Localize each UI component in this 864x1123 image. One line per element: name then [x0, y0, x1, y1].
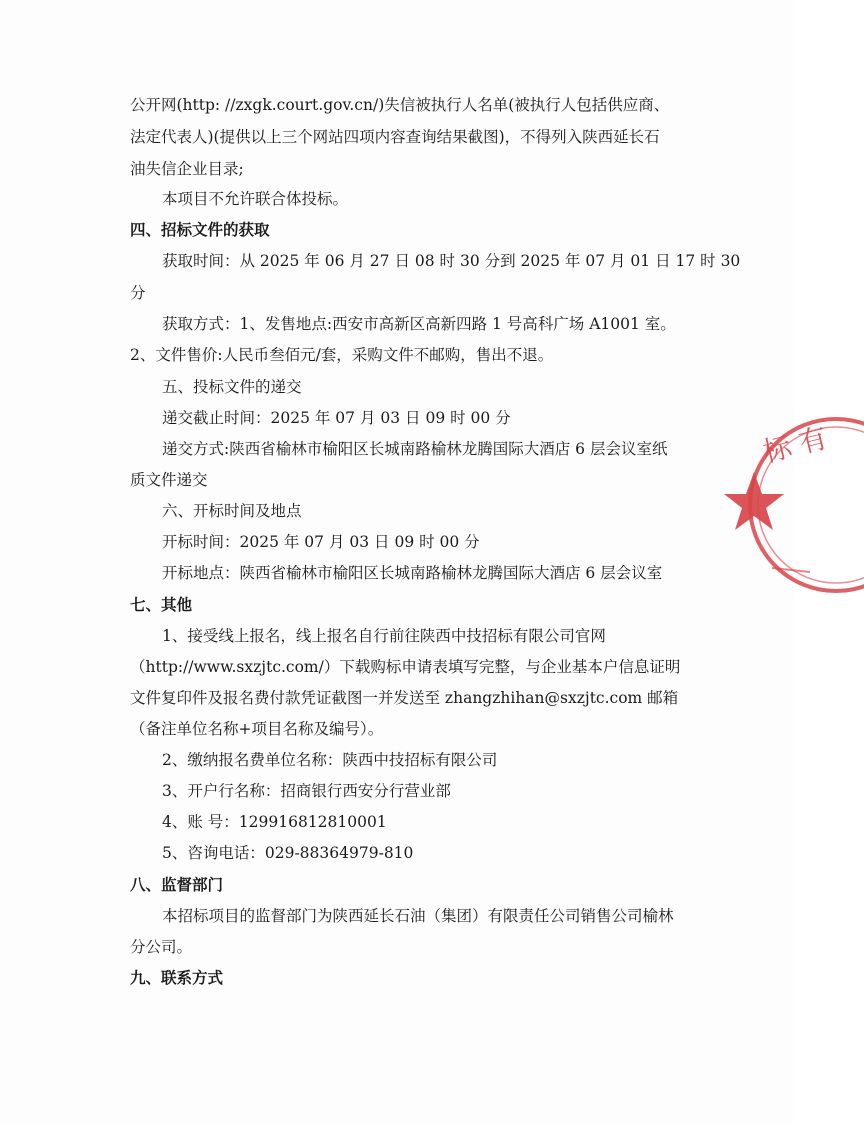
text-line-11: 递交截止时间：2025 年 07 月 03 日 09 时 00 分 [162, 409, 511, 427]
seal-star-icon [724, 472, 784, 530]
text-line-16: 开标地点：陕西省榆林市榆阳区长城南路榆林龙腾国际大酒店 6 层会议室 [162, 564, 663, 582]
text-line-9: 2、文件售价:人民币叁佰元/套，采购文件不邮购，售出不退。 [130, 346, 554, 364]
text-line-8: 获取方式：1、发售地点:西安市高新区高新四路 1 号高科广场 A1001 室。 [162, 315, 676, 333]
text-line-23: 3、开户行名称：招商银行西安分行营业部 [162, 782, 451, 800]
text-line-1: 公开网(http: //zxgk.court.gov.cn/)失信被执行人名单(被执行人包括供应商、 [130, 96, 670, 114]
text-line-12: 递交方式:陕西省榆林市榆阳区长城南路榆林龙腾国际大酒店 6 层会议室纸 [162, 440, 668, 458]
text-line-28: 分公司。 [130, 938, 193, 956]
text-line-13: 质文件递交 [130, 471, 208, 489]
text-line-20: 文件复印件及报名费付款凭证截图一并发送至 zhangzhihan@sxzjtc.com 邮箱 [130, 689, 679, 707]
text-line-19: （http://www.sxzjtc.com/）下载购标申请表填写完整，与企业基本户信息证明 [130, 658, 681, 676]
company-seal [724, 410, 864, 600]
text-line-25: 5、咨询电话：029-88364979-810 [162, 844, 414, 862]
text-line-18: 1、接受线上报名，线上报名自行前往陕西中技招标有限公司官网 [162, 627, 606, 645]
text-line-24: 4、账 号：129916812810001 [162, 813, 387, 831]
text-line-2: 法定代表人)(提供以上三个网站四项内容查询结果截图)，不得列入陕西延长石 [130, 128, 660, 146]
text-line-27: 本招标项目的监督部门为陕西延长石油（集团）有限责任公司销售公司榆林 [162, 907, 674, 925]
section-heading-4: 四、招标文件的获取 [130, 220, 270, 239]
section-heading-5: 五、投标文件的递交 [162, 378, 302, 396]
section-heading-7: 七、其他 [130, 595, 193, 614]
text-line-21: （备注单位名称+项目名称及编号）。 [130, 720, 384, 738]
section-heading-8: 八、监督部门 [130, 875, 224, 894]
section-heading-6: 六、开标时间及地点 [162, 502, 302, 520]
seal-text: 标 有 [759, 421, 831, 469]
text-line-7: 分 [130, 284, 146, 302]
section-heading-9: 九、联系方式 [130, 968, 224, 987]
text-line-3: 油失信企业目录; [130, 160, 244, 178]
text-line-22: 2、缴纳报名费单位名称：陕西中技招标有限公司 [162, 751, 498, 769]
text-line-6: 获取时间：从 2025 年 06 月 27 日 08 时 30 分到 2025 年 07 月 01 日 17 时 30 [162, 252, 741, 270]
text-line-4: 本项目不允许联合体投标。 [162, 190, 349, 208]
text-line-15: 开标时间：2025 年 07 月 03 日 09 时 00 分 [162, 533, 480, 551]
